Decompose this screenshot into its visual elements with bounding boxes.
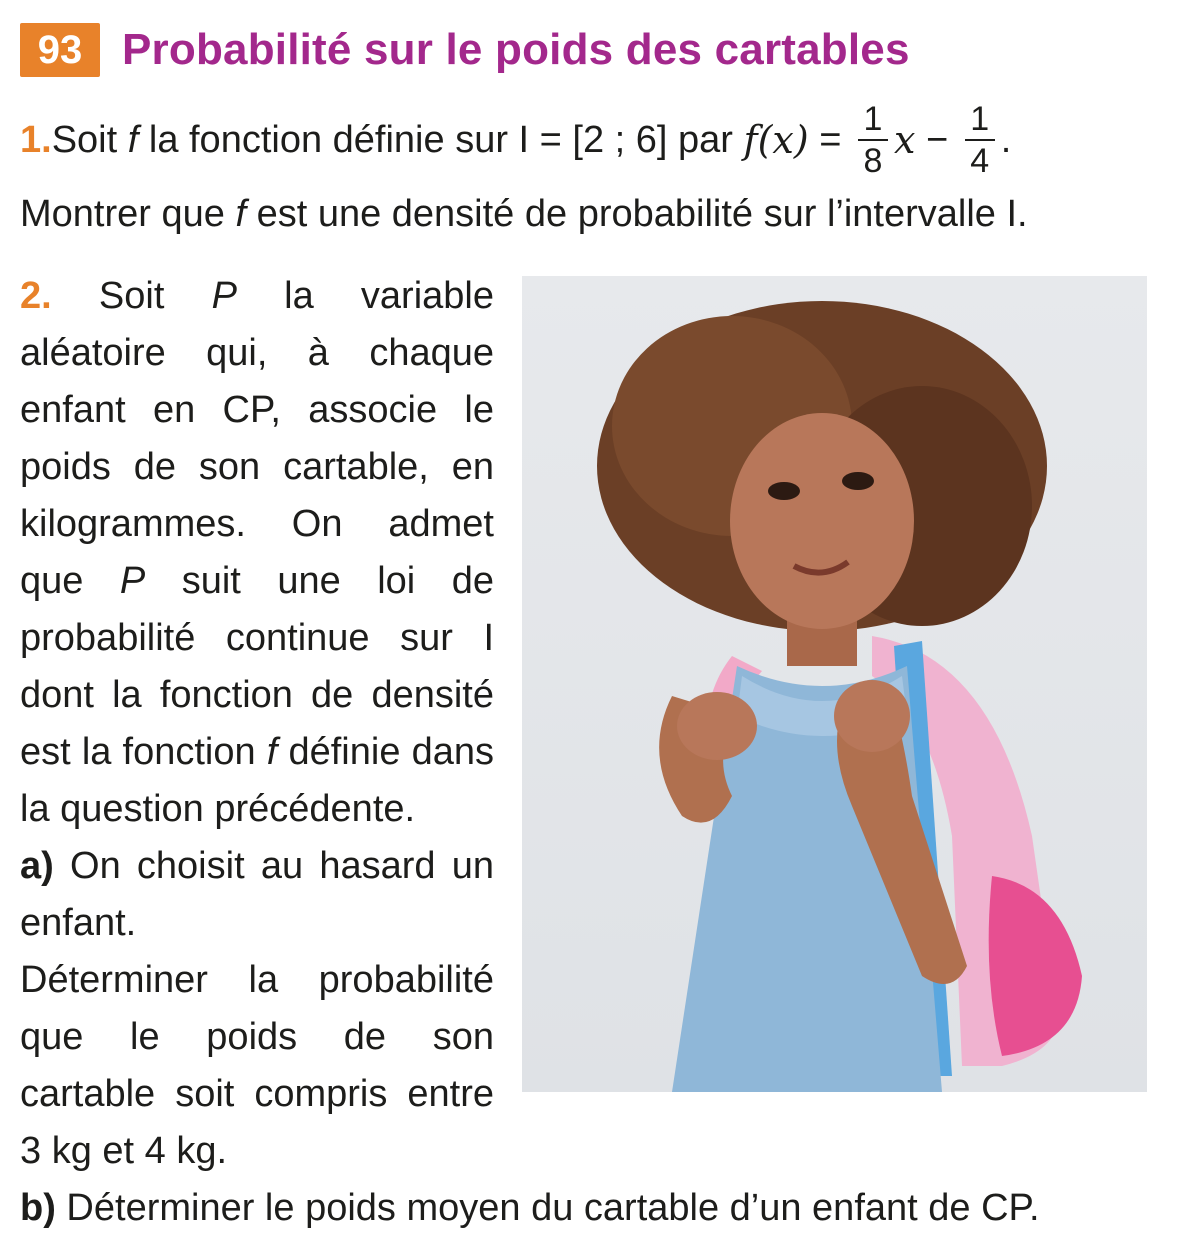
fraction-denominator: 8 <box>863 142 883 180</box>
photo-illustration <box>522 276 1147 1092</box>
instruction-text-2: est une densité de probabilité sur l’intervalle I. <box>246 193 1028 235</box>
equals-sign: = <box>808 119 852 161</box>
question-2a-text: On choisit au hasard un enfant. <box>20 845 494 944</box>
child-with-backpack-photo <box>522 276 1147 1092</box>
question-1 <box>20 96 1190 242</box>
question-1-statement <box>20 96 1190 184</box>
question-2 <box>20 268 494 1180</box>
question-1-text: Soit <box>51 119 128 161</box>
question-2b-label: b) <box>20 1187 56 1229</box>
right-hand <box>834 680 910 752</box>
question-2a <box>20 838 494 952</box>
exercise-title: Probabilité sur le poids des cartables <box>122 25 910 74</box>
exercise-number-badge: 93 <box>20 23 100 77</box>
question-2-statement <box>20 268 494 838</box>
face <box>730 413 914 629</box>
variable-P: P <box>119 560 146 602</box>
function-name: f <box>127 119 139 161</box>
fraction-numerator: 1 <box>970 100 990 138</box>
question-2b <box>20 1180 1040 1237</box>
question-2-text: Soit <box>51 275 212 317</box>
question-2a-label: a) <box>20 845 54 887</box>
fraction-one-eighth <box>858 99 888 181</box>
question-1-instruction <box>20 186 1190 242</box>
question-2-text-4: définie dans la question précédente. <box>20 731 494 830</box>
exercise-header <box>20 22 910 78</box>
question-1-number: 1. <box>20 119 52 161</box>
question-2-text-2: la variable aléatoire qui, à chaque enfant en CP, associe le poids de son cartable, en kilogrammes. On admet que <box>20 275 494 602</box>
question-2-number: 2. <box>20 275 52 317</box>
variable-x: x <box>893 118 916 162</box>
left-eye <box>768 482 800 500</box>
fraction-denominator: 4 <box>970 142 990 180</box>
right-eye <box>842 472 874 490</box>
fraction-numerator: 1 <box>863 100 883 138</box>
left-hand <box>677 692 757 760</box>
question-2b-text: Déterminer le poids moyen du cartable d’un enfant de CP. <box>55 1187 1040 1229</box>
minus-sign: − <box>915 119 959 161</box>
backpack-pocket <box>989 876 1082 1056</box>
question-1-text-2: la fonction définie sur I = [2 ; 6] par <box>138 119 744 161</box>
fraction-one-quarter <box>965 99 995 181</box>
variable-P: P <box>211 275 237 317</box>
function-notation: f(x) <box>743 118 809 162</box>
period: . <box>1000 119 1012 161</box>
function-name: f <box>266 731 278 773</box>
function-name: f <box>235 193 247 235</box>
question-2a-task: Déterminer la probabilité que le poids de son cartable soit compris entre 3 kg et 4 kg. <box>20 959 494 1172</box>
question-2-text-3: suit une loi de probabilité continue sur I dont la fonction de densité est la fonction <box>20 560 494 773</box>
instruction-text: Montrer que <box>20 193 236 235</box>
